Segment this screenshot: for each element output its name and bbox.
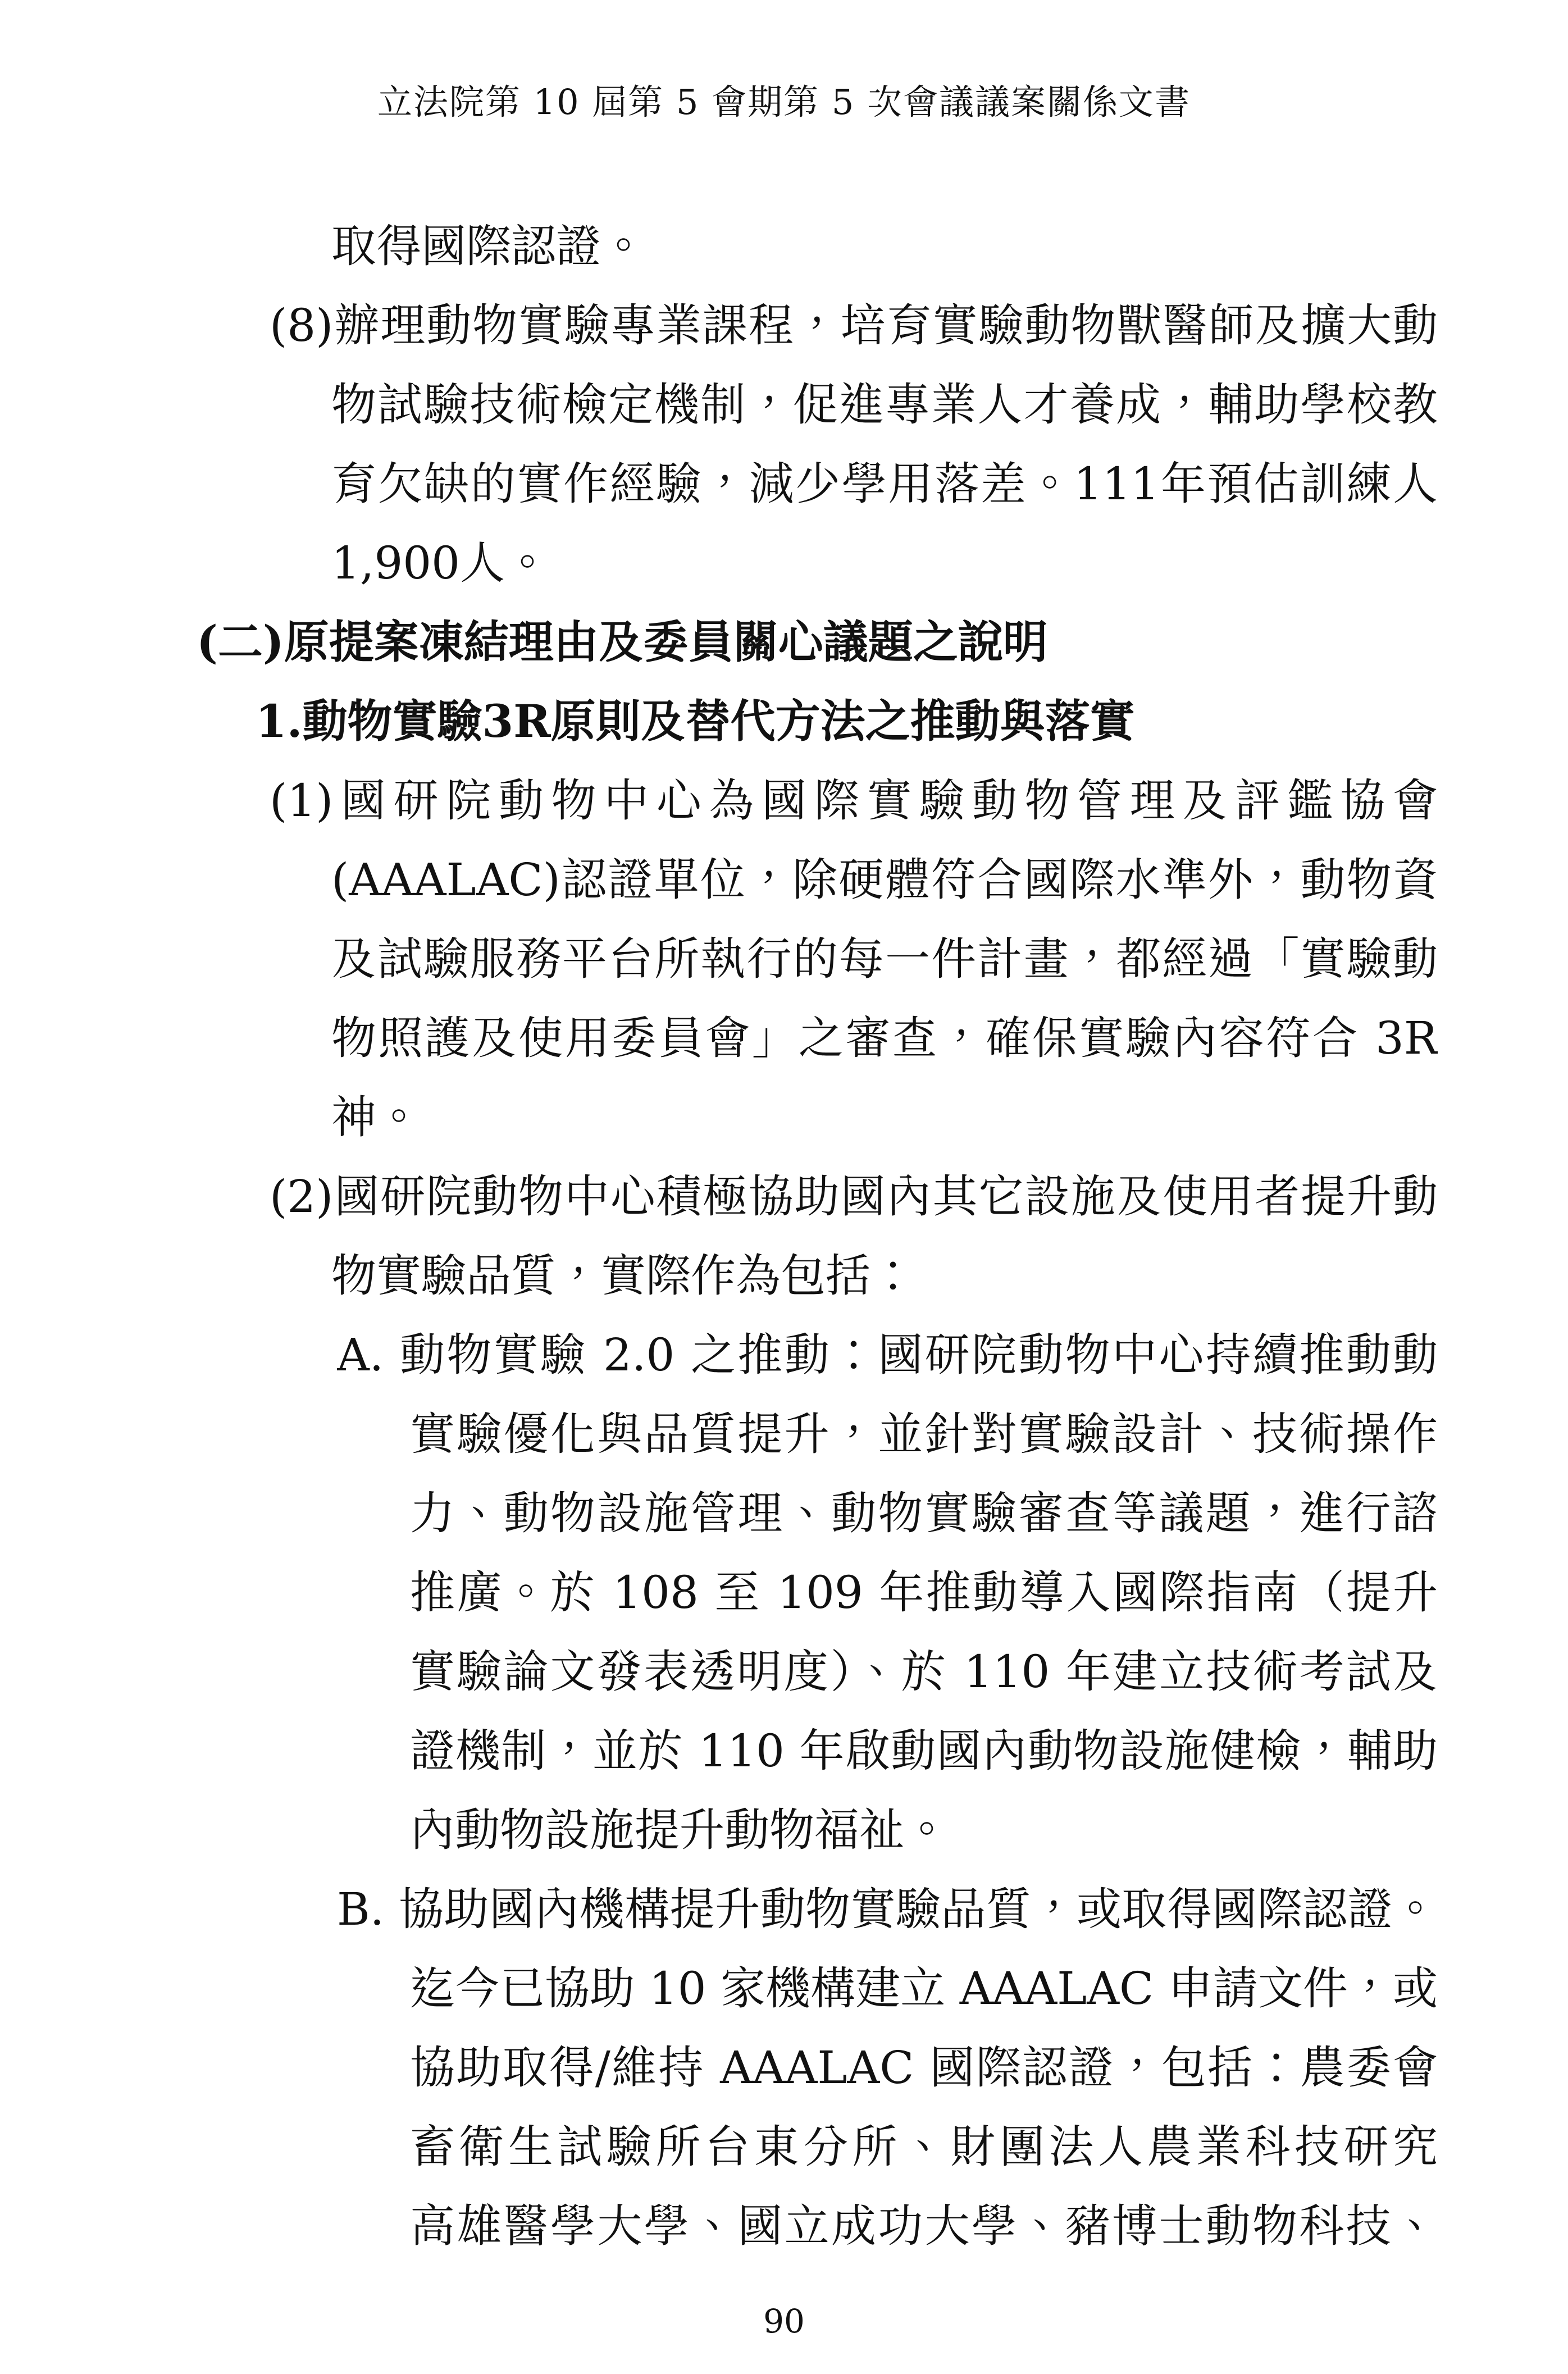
page-number: 90 <box>763 2302 805 2340</box>
text-line: B. 協助國內機構提升動物實驗品質，或取得國際認證。 <box>337 1883 1438 1935</box>
text-line: 物試驗技術檢定機制，促進專業人才養成，輔助學校教 <box>331 379 1438 431</box>
text-line: 取得國際認證。 <box>331 220 646 272</box>
text-line: 育欠缺的實作經驗，減少學用落差。111年預估訓練人 <box>331 458 1438 510</box>
text-line: 迄今已協助 10 家機構建立 AAALAC 申請文件，或 <box>410 1962 1438 2015</box>
text-line: (AAALAC)認證單位，除硬體符合國際水準外，動物資 <box>331 854 1438 906</box>
text-line: 1,900人。 <box>331 537 550 589</box>
text-line: 及試驗服務平台所執行的每一件計畫，都經過「實驗動 <box>331 933 1438 985</box>
text-line: 推廣。於 108 至 109 年推動導入國際指南（提升 <box>410 1566 1438 1619</box>
text-line: 證機制，並於 110 年啟動國內動物設施健檢，輔助 <box>410 1725 1438 1777</box>
text-line: (1)國研院動物中心為國際實驗動物管理及評鑑協會 <box>270 774 1438 827</box>
text-line: 畜衛生試驗所台東分所、財團法人農業科技研究 <box>410 2121 1438 2173</box>
text-line: 實驗論文發表透明度）、於 110 年建立技術考試及 <box>410 1646 1438 1698</box>
document-body <box>0 207 1568 2266</box>
text-line: 實驗優化與品質提升，並針對實驗設計、技術操作 <box>410 1408 1438 1460</box>
text-line: A. 動物實驗 2.0 之推動：國研院動物中心持續推動動 <box>337 1329 1438 1381</box>
text-line: 協助取得/維持 AAALAC 國際認證，包括：農委會 <box>410 2042 1438 2094</box>
document-header-title: 立法院第 10 屆第 5 會期第 5 次會議議案關係文書 <box>377 81 1191 122</box>
text-line: 神。 <box>331 1091 421 1143</box>
text-line: (8)辦理動物實驗專業課程，培育實驗動物獸醫師及擴大動 <box>270 299 1438 352</box>
text-line: 高雄醫學大學、國立成功大學、豬博士動物科技、 <box>410 2200 1438 2252</box>
text-line: 力、動物設施管理、動物實驗審查等議題，進行諮 <box>410 1487 1438 1539</box>
text-line: 物照護及使用委員會」之審查，確保實驗內容符合 3R <box>331 1012 1438 1064</box>
text-line: 1.動物實驗3R原則及替代方法之推動與落實 <box>256 695 1135 748</box>
text-line: (二)原提案凍結理由及委員關心議題之說明 <box>197 616 1048 668</box>
text-line: (2)國研院動物中心積極協助國內其它設施及使用者提升動 <box>270 1170 1438 1223</box>
text-line: 物實驗品質，實際作為包括： <box>331 1250 915 1302</box>
text-line: 內動物設施提升動物福祉。 <box>410 1804 949 1856</box>
